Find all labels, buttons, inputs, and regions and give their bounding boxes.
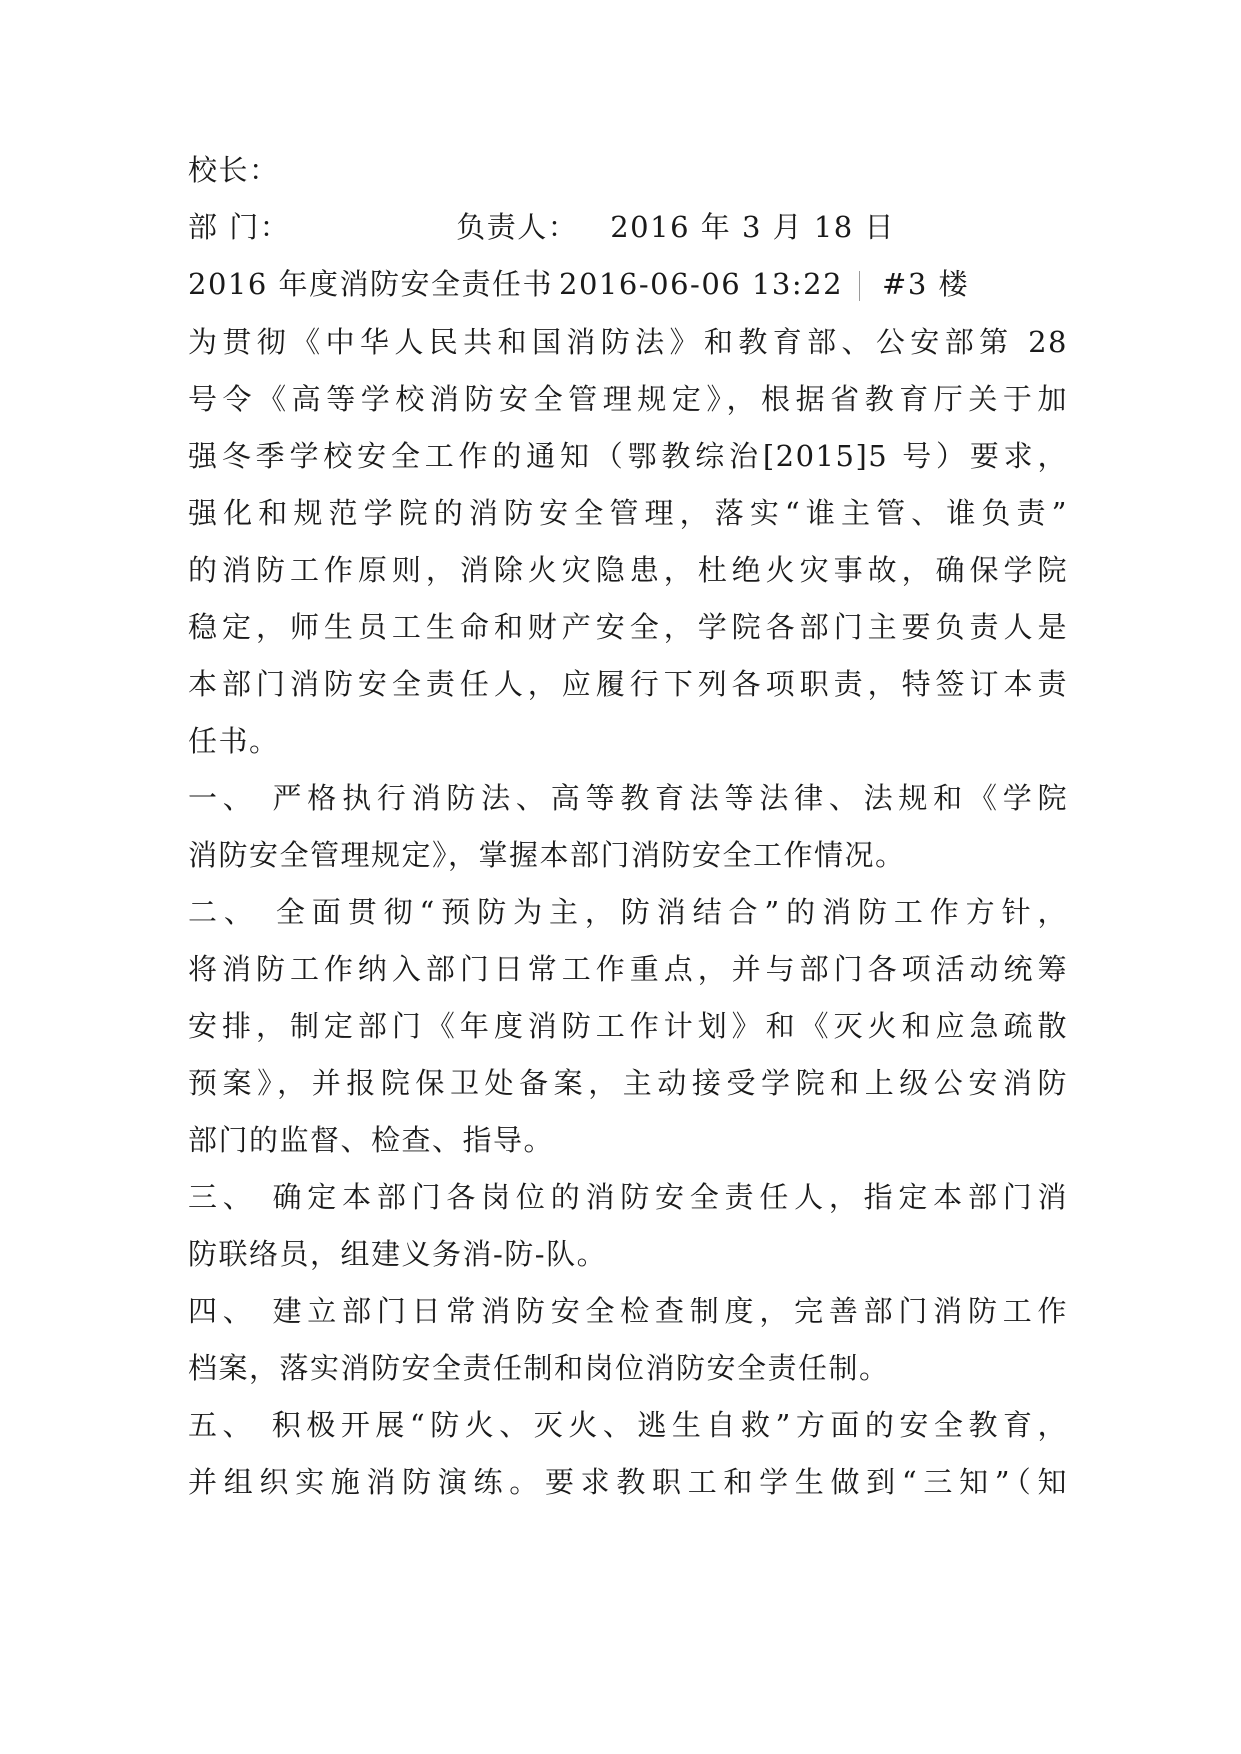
body-line: 四、 建立部门日常消防安全检查制度，完善部门消防工作 <box>188 1294 1068 1328</box>
body-line: 将消防工作纳入部门日常工作重点，并与部门各项活动统筹 <box>188 952 1068 986</box>
body-line: 二、 全面贯彻“预防为主，防消结合”的消防工作方针， <box>188 895 1068 929</box>
body-line: 安排，制定部门《年度消防工作计划》和《灭火和应急疏散 <box>188 1009 1068 1043</box>
body-line: 五、 积极开展“防火、灭火、逃生自救”方面的安全教育， <box>188 1408 1068 1442</box>
body-line: 稳定，师生员工生命和财产安全，学院各部门主要负责人是 <box>188 610 1068 644</box>
body-line: 任书。 <box>188 724 280 758</box>
principal-signature-line <box>188 150 1068 190</box>
post-header-line <box>188 264 1068 304</box>
body-line: 强化和规范学院的消防安全管理，落实“谁主管、谁负责” <box>188 496 1068 530</box>
body-line: 三、 确定本部门各岗位的消防安全责任人，指定本部门消 <box>188 1180 1068 1214</box>
document-title: 2016 年度消防安全责任书 <box>188 267 554 301</box>
principal-label: 校长： <box>188 153 280 187</box>
body-line: 为贯彻《中华人民共和国消防法》和教育部、公安部第 28 <box>188 325 1068 359</box>
separator <box>859 271 860 301</box>
floor-number: #3 楼 <box>882 267 969 301</box>
body-line: 一、 严格执行消防法、高等教育法等法律、法规和《学院 <box>188 781 1068 815</box>
body-line: 本部门消防安全责任人，应履行下列各项职责，特签订本责 <box>188 667 1068 701</box>
post-timestamp: 2016-06-06 13:22 <box>559 267 844 301</box>
body-line: 防联络员，组建义务消-防-队。 <box>188 1237 608 1271</box>
body-line: 部门的监督、检查、指导。 <box>188 1123 555 1157</box>
body-line: 消防安全管理规定》，掌握本部门消防安全工作情况。 <box>188 838 906 872</box>
body-line: 预案》，并报院保卫处备案，主动接受学院和上级公安消防 <box>188 1066 1068 1100</box>
body-line: 强冬季学校安全工作的通知（鄂教综治[2015]5 号）要求， <box>188 439 1068 473</box>
body-line: 的消防工作原则，消除火灾隐患，杜绝火灾事故，确保学院 <box>188 553 1068 587</box>
department-signature-line <box>188 207 1068 247</box>
signing-date: 2016 年 3 月 18 日 <box>610 210 895 244</box>
responsible-label: 负责人： <box>456 210 579 244</box>
body-line: 号令《高等学校消防安全管理规定》，根据省教育厅关于加 <box>188 382 1068 416</box>
department-label: 部 门： <box>188 210 291 244</box>
body-line: 档案，落实消防安全责任制和岗位消防安全责任制。 <box>188 1351 890 1385</box>
body-line: 并组织实施消防演练。要求教职工和学生做到“三知”（知 <box>188 1465 1068 1499</box>
